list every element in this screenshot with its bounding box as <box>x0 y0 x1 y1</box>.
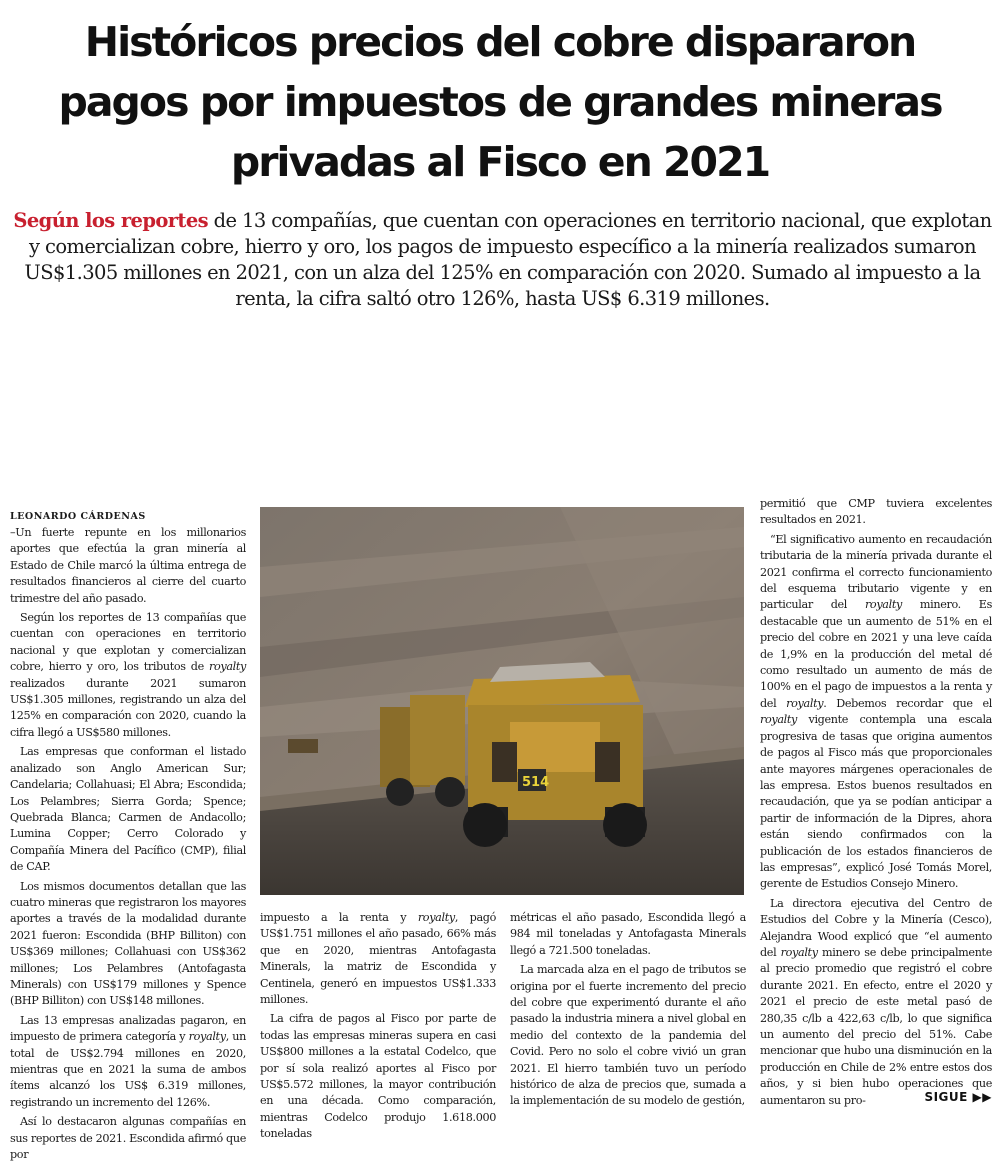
lede-line-1-rest: de 13 compañías, que cuentan con operaciones en territorio nacional, que explotan <box>208 209 992 232</box>
truck-number: 514 <box>522 775 550 790</box>
paragraph: permitió que CMP tuviera excelentes resultados en 2021. <box>760 497 992 527</box>
paragraph: Según los reportes de 13 compañías que cuentan con operaciones en territorio nacional y que explotan y comercializan cobre, hierro y oro, los tributos de royalty realizados durante 2021 sumaron US$1.305 millones, registrando un alza del 125% en comparación con 2020, cuando la cifra llegó a US$580 millones. <box>10 611 246 739</box>
paragraph: La directora ejecutiva del Centro de Estudios del Cobre y la Minería (Cesco), Alejandra Wood explicó que “el aumento del royalty minero se debe principalmente al precio promedio que registró el cobre durante 2021. En efecto, entre el 2020 y 2021 el precio de este metal pasó de 280,35 c/lb a 422,63 c/lb, lo que significa un aumento del precio del 51%. Cabe mencionar que hubo una disminución en la producción en Chile de 2% entre estos dos años, y si bien hubo operaciones que aumentaron su pro- <box>760 896 992 1107</box>
byline: LEONARDO CÁRDENAS <box>10 511 146 522</box>
article-column-2 <box>260 910 496 1146</box>
paragraph: Los mismos documentos detallan que las cuatro mineras que registraron los mayores aportes a través de la modalidad durante 2021 fueron: Escondida (BHP Billiton) con US$369 millones; Collahuasi con US$362 millones; Los Pelambres (Antofagasta Minerals) con US$179 millones y Spence (BHP Billiton) con US$148 millones. <box>10 879 246 1008</box>
article-column-1 <box>10 510 246 1166</box>
paragraph: Las empresas que conforman el listado analizado son Anglo American Sur; Candelaria; Collahuasi; El Abra; Escondida; Los Pelambres; Sierra Gorda; Spence; Quebrada Blanca; Carmen de Andacollo; Lumina Copper; Cerro Colorado y Compañía Minera del Pacífico (CMP), filial de CAP. <box>10 745 246 874</box>
lede-lead-in: Según los reportes <box>13 209 209 232</box>
paragraph: impuesto a la renta y royalty, pagó US$1.751 millones el año pasado, 66% más que en 2020, mientras Antofagasta Minerals, la matriz de Escondida y Centinela, generó en impuestos US$1.333 millones. <box>260 911 496 1007</box>
headline-line-2: pagos por impuestos de grandes mineras <box>58 78 942 126</box>
article-column-4 <box>760 496 992 1112</box>
article-column-3 <box>510 910 746 1113</box>
paragraph: –Un fuerte repunte en los millonarios aportes que efectúa la gran minería al Estado de Chile marcó la última entrega de resultados financieros al cierre del cuarto trimestre del año pasado. <box>10 526 246 605</box>
photo-illustration <box>260 507 744 895</box>
paragraph: La cifra de pagos al Fisco por parte de todas las empresas mineras supera en casi US$800 millones a la estatal Codelco, que por sí sola realizó aportes al Fisco por US$5.572 millones, la mayor contribución en una década. Como comparación, mientras Codelco produjo 1.618.000 toneladas <box>260 1012 496 1141</box>
main-truck <box>463 662 647 847</box>
continue-marker: SIGUE ▶▶ <box>924 1090 992 1104</box>
lede-paragraph <box>10 208 995 312</box>
paragraph: La marcada alza en el pago de tributos se origina por el fuerte incremento del precio del cobre que experimentó durante el año pasado la industria minera a nivel global en medio del contexto de la pandemia del Covid. Pero no solo el cobre vivió un gran 2021. El hierro también tuvo un período histórico de alza de precios que, sumada a la implementación de su modelo de gestión, <box>510 963 746 1108</box>
headline <box>20 12 980 192</box>
paragraph: Así lo destacaron algunas compañías en sus reportes de 2021. Escondida afirmó que por <box>10 1115 246 1162</box>
paragraph: Las 13 empresas analizadas pagaron, en impuesto de primera categoría y royalty, un total de US$2.794 millones en 2020, mientras que en 2021 la suma de ambos ítems alcanzó los US$ 6.319 millones, registrando un incremento del 126%. <box>10 1013 246 1109</box>
paragraph: “El significativo aumento en recaudación tributaria de la minería privada durante el 2021 confirma el correcto funcionamiento del esquema tributario vigente y en particular del royalty minero. Es destacable que un aumento de 51% en el precio del cobre en 2021 y una leve caída de 1,9% en la producción del metal dé como resultado un aumento de más de 100% en el pago de impuestos a la renta y del royalty. Debemos recordar que el royalty vigente contempla una escala progresiva de tasas que origina aumentos de pagos al Fisco más que proporcionales ante mayores márgenes operacionales de las empresa. Estos buenos resultados en recaudación, que ya se podían anticipar a partir de información de la Dipres, ahora están siendo confirmados con la publicación de los estados financieros de las empresas”, explicó José Tomás Morel, gerente de Estudios Consejo Minero. <box>760 532 992 891</box>
mining-trucks-photo <box>260 507 744 895</box>
paragraph: métricas el año pasado, Escondida llegó a 984 mil toneladas y Antofagasta Minerals llegó a 721.500 toneladas. <box>510 911 746 957</box>
lede-line-2: y comercializan cobre, hierro y oro, los pagos de impuesto específico a la minería realizados sumaron <box>28 235 977 258</box>
headline-line-1: Históricos precios del cobre dispararon <box>84 18 916 66</box>
lede-line-3: US$1.305 millones en 2021, con un alza del 125% en comparación con 2020. Sumado al impuesto a la <box>24 261 981 284</box>
lede-line-1 <box>10 208 995 234</box>
lede-line-4: renta, la cifra saltó otro 126%, hasta US$ 6.319 millones. <box>235 287 770 310</box>
headline-line-3: privadas al Fisco en 2021 <box>230 138 770 186</box>
